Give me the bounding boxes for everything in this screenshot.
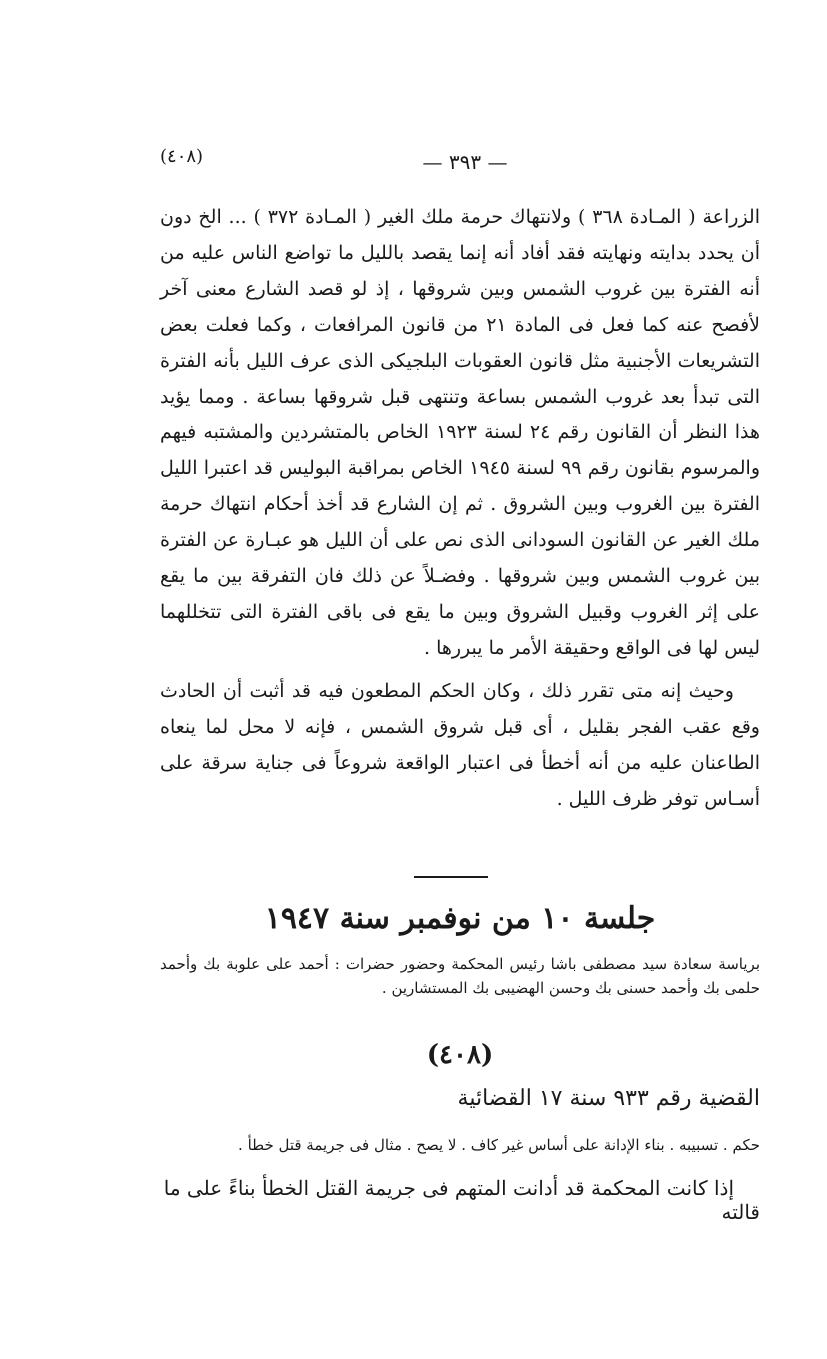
ruling-text: إذا كانت المحكمة قد أدانت المتهم فى جريمة القتل الخطأ بناءً على ما قالته — [163, 1176, 760, 1224]
case-number: (٤٠٨) — [426, 1040, 494, 1070]
case-title: القضية رقم ٩٣٣ سنة ١٧ القضائية — [457, 1086, 760, 1111]
case-headnote: حكم . تسبيبه . بناء الإدانة على أساس غير كاف . لا يصح . مثال فى جريمة قتل خطأ . — [238, 1136, 760, 1154]
session-title: جلسة ١٠ من نوفمبر سنة ١٩٤٧ — [264, 901, 656, 936]
header-reference: (٤٠٨) — [160, 146, 204, 167]
page-number: — ٣٩٣ — — [422, 150, 508, 174]
paragraph: الزراعة ( المـادة ٣٦٨ ) ولانتهاك حرمة ملك الغير ( المـادة ٣٧٢ ) ... الخ دون أن يحدد بدايته ونهايته فقد أفاد أنه إنما يقصد بالليل ما تواضع الناس عليه من أنه الفترة بين غروب الشمس وبين شروقها ، إذ لو قصد الشارع معنى آخر لأفصح عنه كما فعل فى المادة ٢١ من قانون المرافعات ، وكما فعلت بعض التشريعات الأجنبية مثل قانون العقوبات البلجيكى الذى عرف الليل بأنه الفترة التى تبدأ بعد غروب الشمس بساعة وتنتهى قبل شروقها بساعة . ومما يؤيد هذا النظر أن القانون رقم ٢٤ لسنة ١٩٢٣ الخاص بالمتشردين والمشتبه فيهم والمرسوم بقانون رقم ٩٩ لسنة ١٩٤٥ الخاص بمراقبة البوليس قد اعتبرا الليل الفترة بين الغروب وبين الشروق . ثم إن الشارع قد أخذ أحكام انتهاك حرمة ملك الغير عن القانون السودانى الذى نص على أن الليل هو عبـارة عن الفترة بين غروب الشمس وبين شروقها . وفضـلاً عن ذلك فان التفرقة بين ما يقع على إثر الغروب وقبيل الشروق وبين ما يقع فى باقى الفترة التى تتخللهما ليس لها فى الواقع وحقيقة الأمر ما يبررها . — [160, 206, 761, 659]
body-text — [160, 200, 760, 817]
section-divider — [414, 876, 488, 878]
session-presidency: برياسة سعادة سيد مصطفى باشا رئيس المحكمة وحضور حضرات : أحمد على علوبة بك وأحمد حلمى بك وأحمد حسنى بك وحسن الهضيبى بك المستشارين . — [160, 955, 760, 997]
paragraph: وحيث إنه متى تقرر ذلك ، وكان الحكم المطعون فيه قد أثبت أن الحادث وقع عقب الفجر بقليل ، أى قبل شروق الشمس ، فإنه لا محل لما ينعاه الطاعنان عليه من أنه أخطأ فى اعتبار الواقعة شروعاً فى جناية سرقة على أسـاس توفر ظرف الليل . — [160, 679, 760, 810]
